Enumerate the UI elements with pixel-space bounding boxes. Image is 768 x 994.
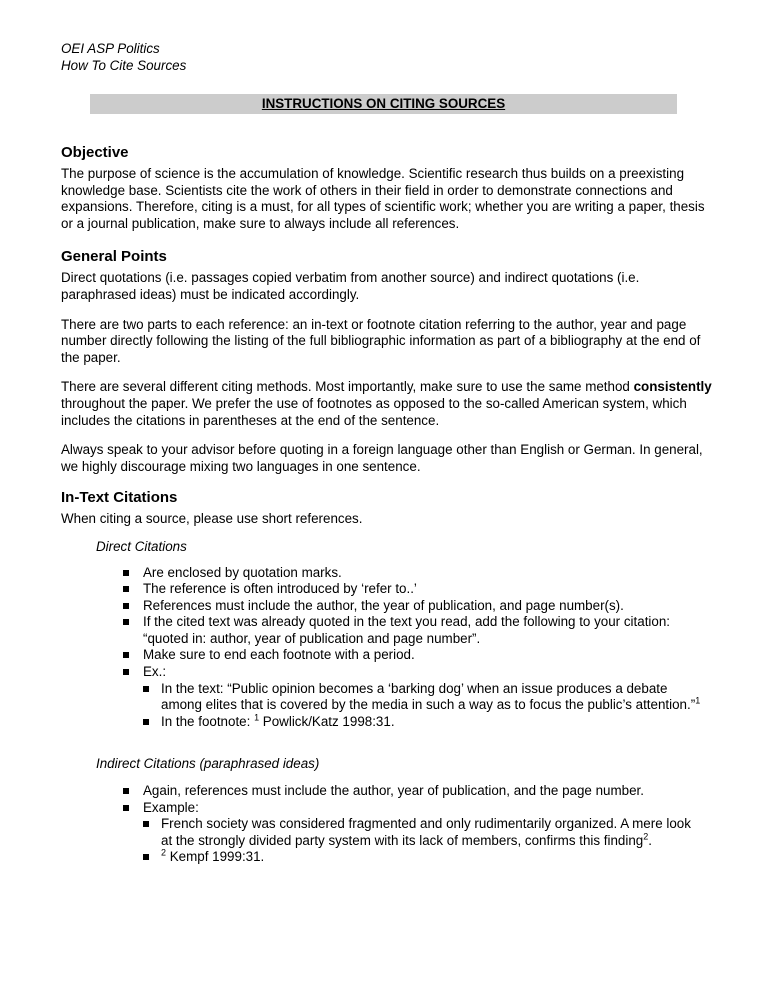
footnote-text: Powlick/Katz 1998:31.	[259, 713, 395, 729]
header-course: OEI ASP Politics	[61, 41, 160, 56]
objective-paragraph: The purpose of science is the accumulation of knowledge. Scientific research thus builds on a preexisting knowledge base. Scientists cite the work of others in their field in order to demonstrate connections and expansions. Therefore, citing is a must, for all types of scientific work; whether you are writing a paper, thesis or a journal publication, make sure to always include all references.	[61, 166, 705, 231]
indirect-example-list	[143, 816, 703, 866]
document-body	[61, 144, 716, 866]
general-points-heading: General Points	[61, 248, 167, 266]
list-item	[143, 714, 703, 731]
list-item: French society was considered fragmented and only rudimentarily organized. A mere look at the strongly divided party system with its lack of members, confirms this finding$^2$.	[143, 816, 703, 849]
indirect-citations-heading: Indirect Citations (paraphrased ideas)	[96, 756, 320, 772]
footnote-marker: 2	[643, 831, 649, 842]
header-doc-title: How To Cite Sources	[61, 57, 187, 73]
list-item: Again, references must include the author, year of publication, and the page number.	[123, 783, 703, 800]
objective-heading: Objective	[61, 144, 129, 161]
general-paragraph-2: There are two parts to each reference: an in-text or footnote citation referring to the author, year and page number directly following the listing of the full bibliographic information as part of a bibliography at the end of the paper.	[61, 316, 701, 365]
example-label: Ex.:	[143, 664, 167, 680]
footnote-number: 2	[161, 847, 167, 858]
general-paragraph-3	[61, 379, 716, 429]
p3-text-before: There are several different citing methods. Most importantly, make sure to use the same method	[61, 379, 634, 395]
list-item	[143, 849, 703, 866]
footnote-label: In the footnote:	[161, 713, 255, 729]
list-item	[123, 664, 703, 730]
in-text-intro: When citing a source, please use short references.	[61, 511, 363, 527]
p3-text-after: throughout the paper. We prefer the use of footnotes as opposed to the so-called American system, which includes the citations in parentheses at the end of the sentence.	[61, 395, 687, 428]
document-title: INSTRUCTIONS ON CITING SOURCES	[90, 94, 677, 114]
footnote-marker: 1	[695, 695, 701, 706]
p3-bold-word: consistently	[633, 379, 712, 395]
running-header	[61, 41, 186, 74]
list-item: References must include the author, the year of publication, and page number(s).	[123, 598, 703, 615]
direct-citations-list	[123, 565, 703, 731]
list-item	[123, 800, 703, 866]
indirect-citations-list	[123, 783, 703, 866]
direct-example-list	[143, 681, 703, 731]
in-text-citations-heading: In-Text Citations	[61, 489, 178, 507]
list-item	[143, 681, 703, 714]
footnote-text: Kempf 1999:31.	[166, 849, 265, 865]
general-paragraph-1: Direct quotations (i.e. passages copied verbatim from another source) and indirect quotations (i.e. paraphrased ideas) must be indicated accordingly.	[61, 270, 640, 302]
list-item: Make sure to end each footnote with a period.	[123, 647, 703, 664]
list-item: Are enclosed by quotation marks.	[123, 565, 703, 582]
footnote-number: 1	[254, 712, 260, 723]
general-paragraph-4: Always speak to your advisor before quoting in a foreign language other than English or German. In general, we highly discourage mixing two languages in one sentence.	[61, 442, 703, 474]
list-item: The reference is often introduced by ‘refer to..’	[123, 581, 703, 598]
direct-example-text: In the text: “Public opinion becomes a ‘barking dog’ when an issue produces a debate among elites that is covered by the media in such a way as to focus the public’s attention.”	[161, 680, 696, 713]
example-label: Example:	[143, 799, 199, 815]
direct-citations-heading: Direct Citations	[96, 538, 187, 554]
indirect-example-text: French society was considered fragmented and only rudimentarily organized. A mere look at the strongly divided party system with its lack of members, confirms this finding	[161, 816, 691, 848]
list-item: If the cited text was already quoted in the text you read, add the following to your citation: “quoted in: author, year of publication and page number”.	[123, 614, 703, 647]
